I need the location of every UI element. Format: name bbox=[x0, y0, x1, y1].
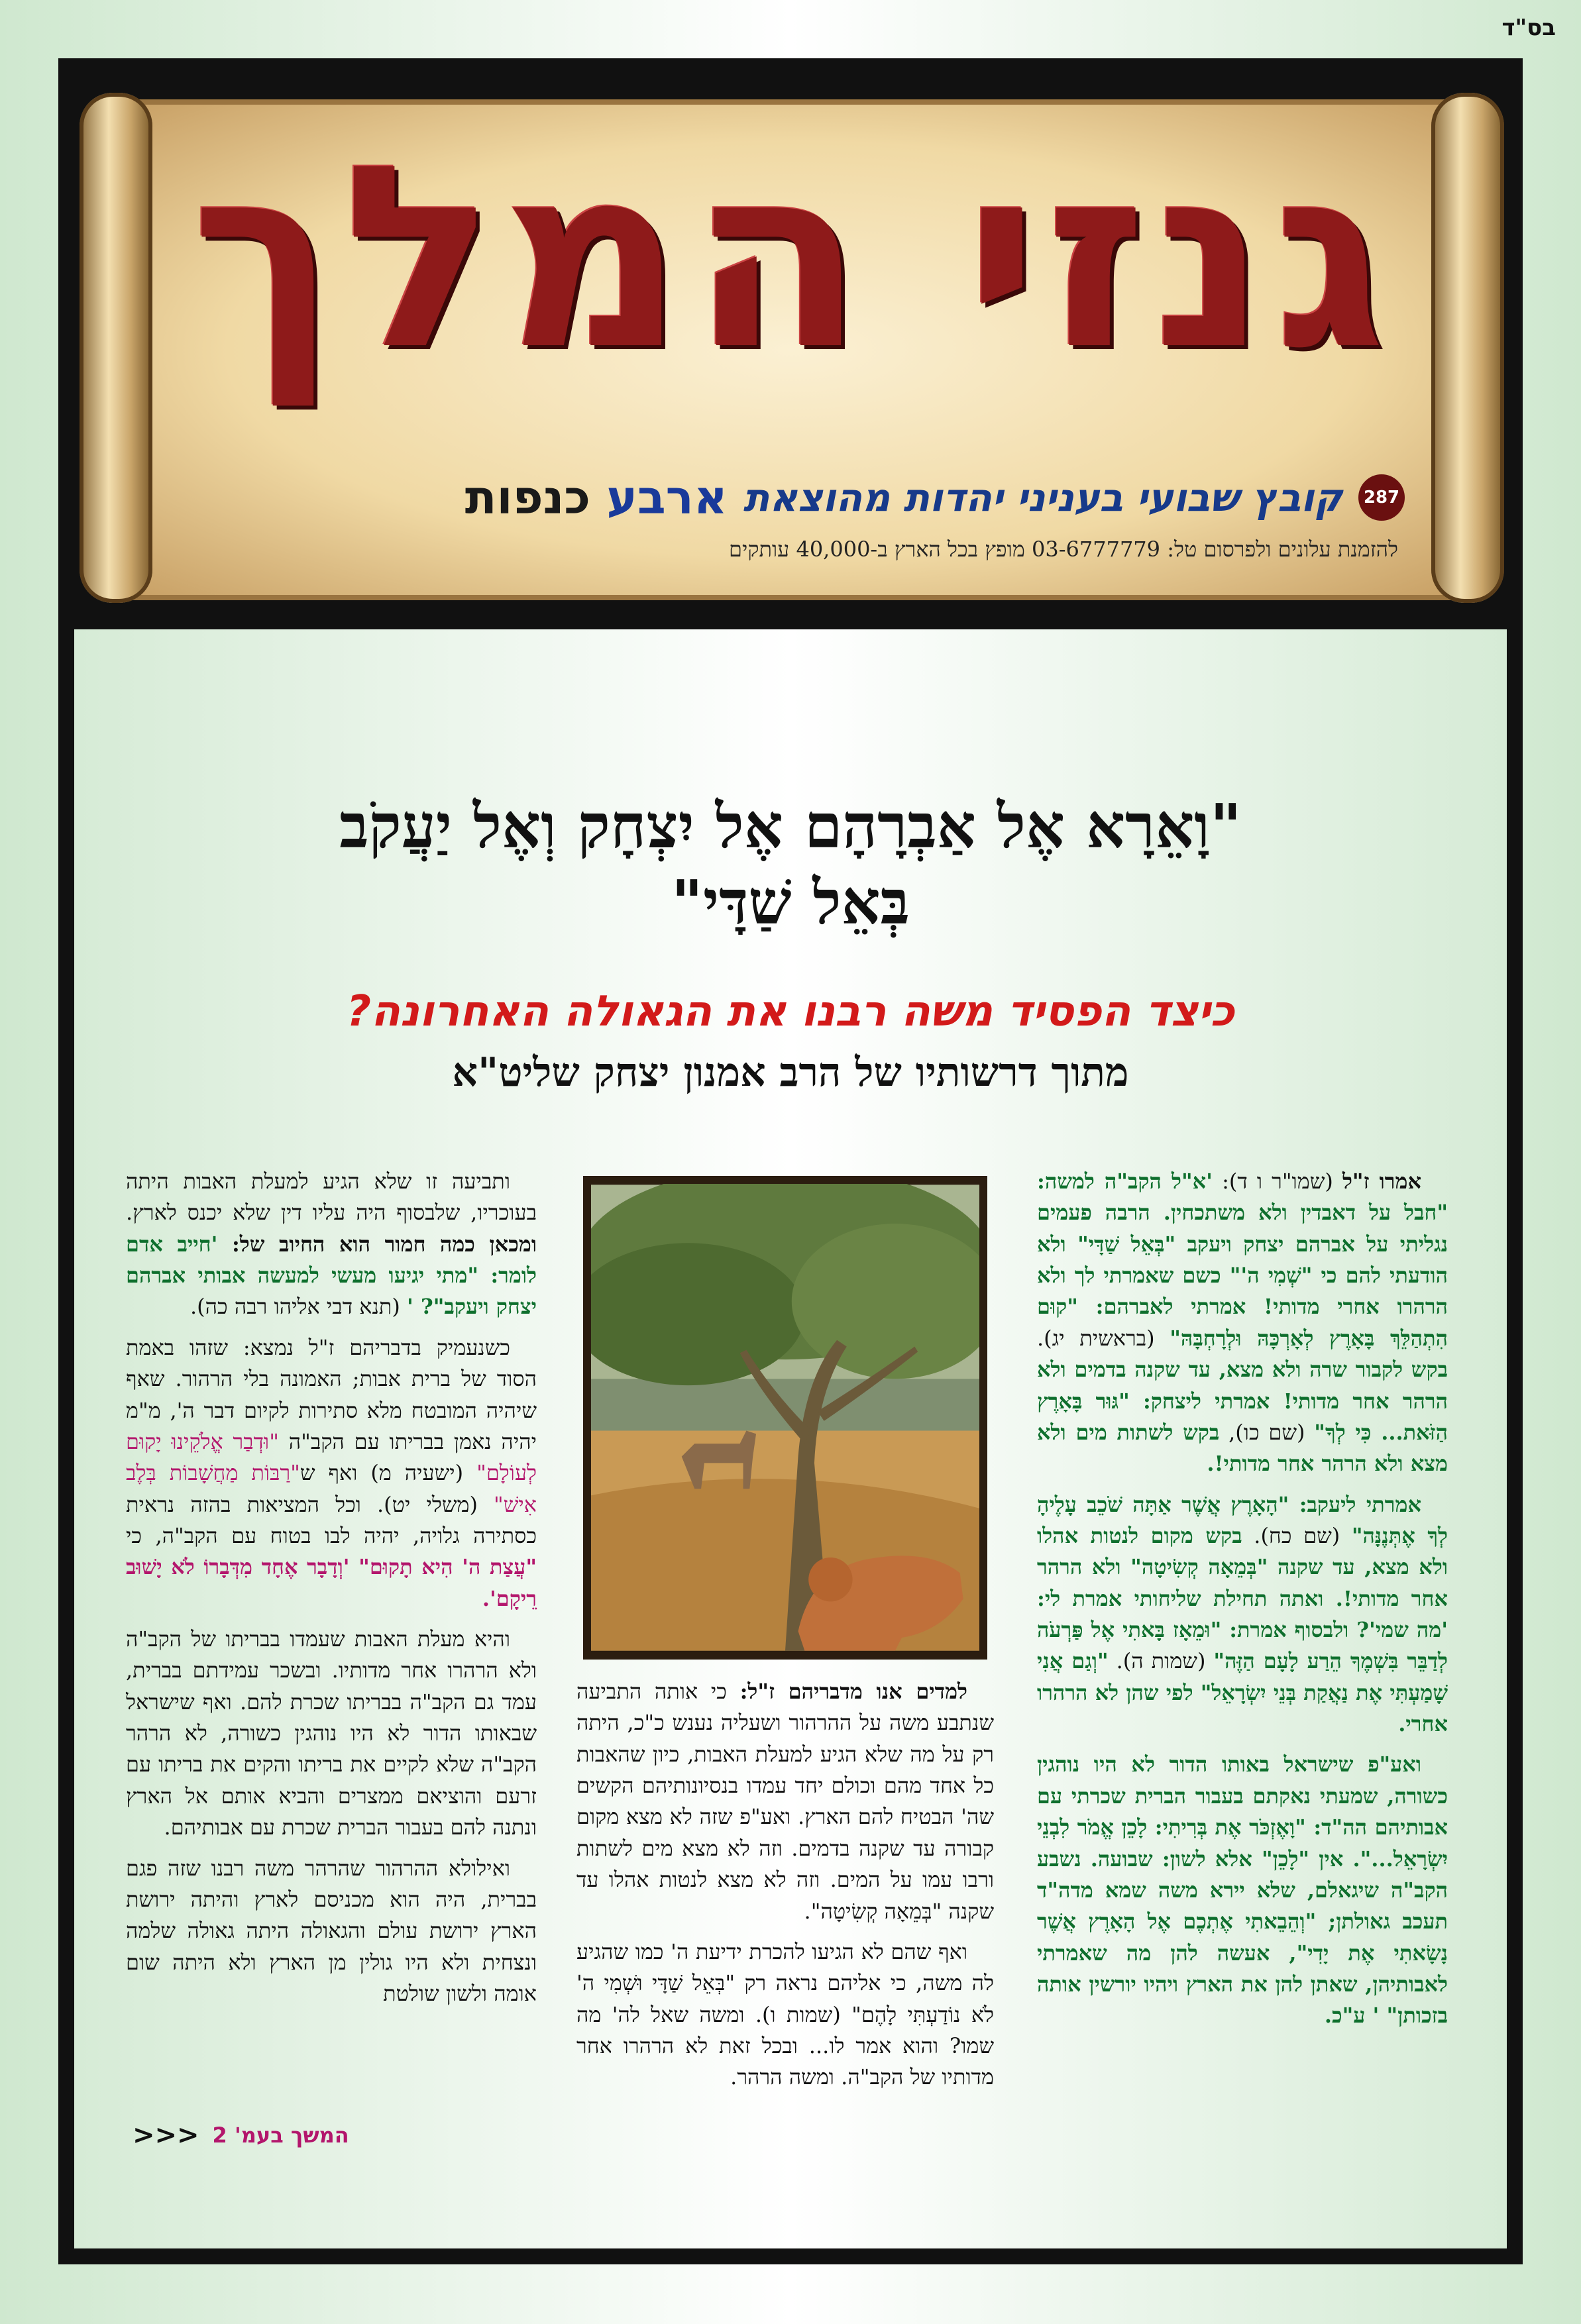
paragraph: ואף שהם לא הגיעו להכרת ידיעת ה' כמו שהגיע לה משה, כי אליהם נראה רק "בְּאֵל שַׁדָּי וּשְׁמִי ה' לֹא נוֹדַעְתִּי לָהֶם" (שמות ו). ומשה שאל לה' מה שמו? והוא אמר לו... ובכל זאת לא הרהרו אחר מדותיו של הקב"ה. ומשה הרהר. bbox=[576, 1938, 994, 2090]
headline-block bbox=[74, 788, 1507, 1096]
paragraph: ואע"פ שישראל באותו הדור לא היו נוהגין כשורה, שמעתי נאקתם בעבור הברית שכרתי עם אבותיהם הה"ד: "וָאֶזְכֹּר אֶת בְּרִיתִי: לָכֵן אֱמֹר לִבְנֵי יִשְׂרָאֵל...". אין "לָכֵן" אלא לשון: שבועה. נשבע הקב"ה שיגאלם, שלא יירא משה שמא מדה"ד תעכב גאולתן; "וְהֵבֵאתִי אֶתְכֶם אֶל הָאָרֶץ אֲשֶׁר נָשָׂאתִי אֶת יָדִי", אעשה להן מה שאמרתי לאבותיהן, שאתן להן את הארץ ויהיו יורשין אותה בזכותן" ' ע"כ. bbox=[1037, 1752, 1448, 2029]
brand-logo bbox=[465, 470, 728, 525]
text-run: בקש לשתות מים ולא מצא ולא הרהר אחר מדותי!. bbox=[1037, 1419, 1448, 1477]
verse-line-1: "וָאֵרָא אֶל אַבְרָהָם אֶל יִצְחָק וְאֶל יַעֲקֹב bbox=[339, 790, 1242, 862]
paragraph: והיא מעלת האבות שעמדו בבריתו של הקב"ה ולא הרהרו אחר מדותיו. ובשכר עמידתם בברית, עמד גם הקב"ה בבריתו שכרת להם. ואף שישראל שבאותו הדור לא היו נוהגין כשורה, לא הרהר הקב"ה שלא לקיים את בריתו והקים את בריתו עם זרעם והוציאם ממצרים והביא אותם אל הארץ ונתנה להם בעבור הברית שכרת עם אבותיהם. bbox=[126, 1626, 537, 1840]
paragraph bbox=[126, 1166, 537, 1323]
bsd-corner-mark: בס"ד bbox=[1501, 15, 1556, 41]
paragraph: ואילולא ההרהור שהרהר משה רבנו שזה פגם בברית, היה הוא מכניסם לארץ והיתה ירושת הארץ ירושת עולם והגאולה היתה גאולה שלמה ונצחית ולא היו גולין מן הארץ ולא היתה שום אומה ולשון שולטת bbox=[126, 1855, 537, 2006]
column-left bbox=[126, 1166, 537, 2019]
headline-question: כיצד הפסיד משה רבנו את הגאולה האחרונה? bbox=[346, 987, 1235, 1036]
column-right bbox=[1037, 1166, 1448, 2041]
text-run: "עֲצַת ה' הִיא תָקוּם" 'וְדָבָר אֶחָד מִדְּבָרוֹ לֹא יָשׁוּב רֵיקָם'. bbox=[126, 1554, 537, 1611]
tree-lion-donkey-image bbox=[591, 1184, 979, 1652]
masthead-contact: להזמנת עלונים ולפרסום טל: 03-6777779 מופץ בכל הארץ ב-40,000 עותקים bbox=[728, 537, 1398, 562]
text-run: "רַבּוֹת מַחֲשָׁבוֹת בְּלֶב אִישׁ" bbox=[126, 1460, 537, 1517]
masthead-subline bbox=[465, 470, 1405, 525]
text-run: כשנעמיק בדבריהם ז"ל נמצא: שזהו באמת הסוד של ברית אבות; האמונה בלי הרהור. שאף שיהיה המובטח מלא סתירות לקיום דבר ה', מ"מ יהיה נאמן בבריתו עם הקב"ה bbox=[126, 1334, 537, 1454]
text-run: 'חייב אדם לומר: "מתי יגיעו מעשי למעשה אבותי אברהם יצחק ויעקב"? ' bbox=[126, 1231, 537, 1320]
illustration bbox=[583, 1176, 987, 1660]
text-run: ותביעה זו שלא הגיע למעלת האבות היתה בעוכריו, שלבסוף היה עליו דין שלא יכנס לארץ. bbox=[126, 1169, 537, 1226]
text-run: (ישעיה מ) ואף ש bbox=[300, 1460, 477, 1486]
continued-link[interactable] bbox=[133, 2120, 349, 2150]
paragraph bbox=[126, 1332, 537, 1614]
text-run: (בראשית יג). bbox=[1037, 1325, 1170, 1351]
continued-arrows-icon: <<< bbox=[133, 2120, 199, 2150]
text-run: כי אותה התביעה שנתבע משה על ההרהור ושעליה נענש כ"כ, היתה רק על מה שלא הגיע למעלת האבות, כיון שהאבות כל אחד מהם וכולם יחד עמדו בנסיונותיהם הקשים שה' הבטיח להם הארץ. ואע"פ שזה לא מצא מקום קבורה עד שקנה בדמים. וזה לא מצא מים לשתות ורבו עמו על המים. וזה לא מצא לנטות אהלו עד שקנה "בְּמֵאָה קְשִׂיטָה". bbox=[576, 1679, 994, 1924]
text-run: אמרתי ליעקב: "הָאָרֶץ אֲשֶׁר אַתָּה שֹׁכֵב עָלֶיהָ לְךָ אֶתְּנֶנָּה" bbox=[1037, 1491, 1448, 1548]
text-run: בקש לקבור שרה ולא מצא, עד שקנה בדמים ולא הרהר אחר מדותי! אמרתי ליצחק: "גּוּר בָּאָרֶץ הַזֹּאת... כִּי לְךָ" bbox=[1037, 1357, 1448, 1445]
text-run: ומכאן כמה חמור הוא החיוב של: bbox=[231, 1231, 537, 1257]
text-run: (משלי יט). וכל המציאות בהזה נראית כסתירה גלויה, יהיה לבו בטוח עם הקב"ה, כי bbox=[126, 1491, 537, 1548]
masthead-scroll bbox=[80, 73, 1504, 623]
text-run: בקש מקום לנטות אהלו ולא מצא, עד שקנה "בְּמֵאָה קְשִׂיטָה" ולא הרהר אחר מדותי!. ואתה תחילת שליחותי אמרת לי: 'מה שמי'? ולבסוף אמרת: "וּמֵאָז בָּאתִי אֶל פַּרְעֹה לְדַבֵּר בִּשְׁמֶךָ הֵרַע לָעָם הַזֶּה" bbox=[1037, 1522, 1448, 1674]
text-run: (שם כו), bbox=[1219, 1419, 1315, 1445]
text-run: "וְגַם אֲנִי שָׁמַעְתִּי אֶת נַאֲקַת בְּנֵי יִשְׂרָאֵל" לפי שהן לא הרהרו אחרי. bbox=[1037, 1648, 1448, 1737]
paragraph bbox=[1037, 1166, 1448, 1480]
masthead-title: גנזי המלך bbox=[191, 111, 1393, 405]
brand-word-1: ארבע bbox=[606, 470, 728, 525]
masthead-tagline: קובץ שבועי בעניני יהדות מהוצאת bbox=[743, 475, 1342, 520]
text-run: "וּדְבַר אֱלֹקֵינוּ יָקוּם לְעוֹלָם" bbox=[126, 1428, 537, 1486]
issue-number-badge: 287 bbox=[1358, 474, 1405, 521]
byline: מתוך דרשותיו של הרב אמנון יצחק שליט"א bbox=[452, 1049, 1129, 1096]
text-run: אמרו ז"ל bbox=[1342, 1169, 1422, 1194]
text-run: (תנא דבי אליהו רבה כה). bbox=[190, 1294, 408, 1320]
paragraph bbox=[1037, 1489, 1448, 1740]
text-run: (שמות ה). bbox=[1108, 1648, 1214, 1674]
continued-label: המשך בעמ' 2 bbox=[212, 2123, 349, 2148]
text-run: למדים אנו מדבריהם ז"ל: bbox=[739, 1679, 967, 1704]
text-run: 'א"ל הקב"ה למשה: "חבל על דאבדין ולא משתכחין. הרבה פעמים נגליתי על אברהם יצחק ויעקב "בְּאֵל שַׁדָּי" ולא הודעתי להם כי "שְׁמִי ה'" כשם שאמרתי לך ולא הרהרו אחרי מדותי! אמרתי לאברהם: "קוּם הִתְהַלֵּךְ בָּאָרֶץ לְאָרְכָּהּ וּלְרָחְבָּהּ" bbox=[1037, 1169, 1448, 1351]
brand-word-2: כנפות bbox=[464, 470, 590, 525]
column-middle bbox=[576, 1676, 994, 2103]
text-run: (שם כח). bbox=[1242, 1522, 1352, 1548]
verse-line-2: בְּאֵל שַׁדָּי" bbox=[671, 867, 910, 938]
text-run: (שמו"ר ו ד): bbox=[1212, 1169, 1342, 1194]
paragraph bbox=[576, 1676, 994, 1927]
